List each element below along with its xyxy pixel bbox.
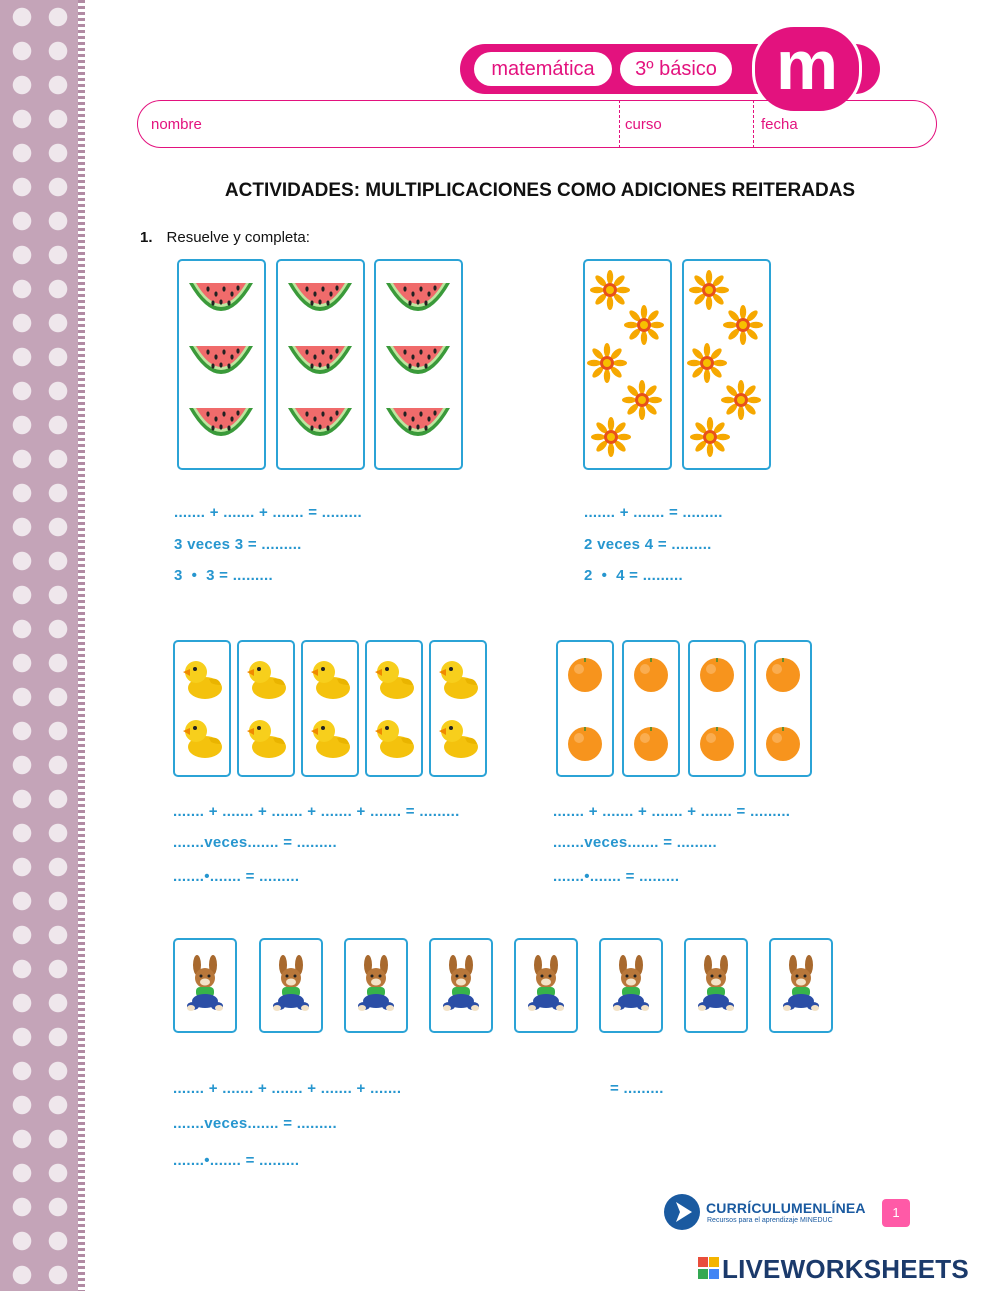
separator bbox=[619, 100, 620, 148]
curriculum-logo-icon bbox=[664, 1194, 700, 1230]
orange-icon bbox=[565, 654, 605, 694]
rabbit-icon bbox=[268, 955, 314, 1015]
flower-icon bbox=[690, 417, 730, 457]
duck-icon bbox=[179, 655, 225, 701]
watermelon-icon bbox=[285, 402, 355, 450]
duck-icon bbox=[243, 714, 289, 760]
question-text: Resuelve y completa: bbox=[166, 229, 310, 246]
flower-icon bbox=[622, 380, 662, 420]
watermelon-icon bbox=[186, 277, 256, 325]
subject-logo: m bbox=[752, 24, 862, 114]
watermelon-icon bbox=[186, 402, 256, 450]
flower-sum[interactable]: ....... + ....... = ......... bbox=[584, 504, 723, 521]
rabbit-icon bbox=[523, 955, 569, 1015]
duck-icon bbox=[179, 714, 225, 760]
orange-icon bbox=[565, 723, 605, 763]
duck-icon bbox=[243, 655, 289, 701]
watermelon-icon bbox=[285, 340, 355, 388]
duck-icon bbox=[371, 714, 417, 760]
rabbit-result[interactable]: = ......... bbox=[610, 1080, 664, 1097]
duck-icon bbox=[371, 655, 417, 701]
notebook-edge bbox=[78, 0, 85, 1291]
question-number: 1. bbox=[140, 229, 153, 246]
duck-sum[interactable]: ....... + ....... + ....... + ....... + ....... = ......... bbox=[173, 803, 460, 820]
flower-icon bbox=[689, 270, 729, 310]
flower-icon bbox=[687, 343, 727, 383]
orange-times[interactable]: .......veces....... = ......... bbox=[553, 834, 717, 851]
liveworksheets-icon bbox=[698, 1257, 720, 1281]
rabbit-icon bbox=[693, 955, 739, 1015]
rabbit-icon bbox=[778, 955, 824, 1015]
flower-icon bbox=[590, 270, 630, 310]
duck-icon bbox=[307, 714, 353, 760]
page-number: 1 bbox=[882, 1199, 910, 1227]
grade-pill: 3º básico bbox=[620, 52, 732, 86]
student-info-bar bbox=[137, 100, 937, 148]
watermelon-icon bbox=[285, 277, 355, 325]
orange-icon bbox=[631, 654, 671, 694]
watermelon-sum[interactable]: ....... + ....... + ....... = ......... bbox=[174, 504, 363, 521]
orange-icon bbox=[631, 723, 671, 763]
page-title: ACTIVIDADES: MULTIPLICACIONES COMO ADICIONES REITERADAS bbox=[224, 180, 856, 201]
rabbit-sum[interactable]: ....... + ....... + ....... + ....... + ....... bbox=[173, 1080, 402, 1097]
date-field[interactable]: fecha bbox=[761, 116, 798, 133]
flower-icon bbox=[591, 417, 631, 457]
flower-times[interactable]: 2 veces 4 = ......... bbox=[584, 536, 712, 553]
flower-icon bbox=[721, 380, 761, 420]
rabbit-times[interactable]: .......veces....... = ......... bbox=[173, 1115, 337, 1132]
watermelon-times[interactable]: 3 veces 3 = ......... bbox=[174, 536, 302, 553]
flower-product[interactable]: 2 • 4 = ......... bbox=[584, 567, 683, 584]
orange-sum[interactable]: ....... + ....... + ....... + ....... = ......... bbox=[553, 803, 791, 820]
rabbit-icon bbox=[353, 955, 399, 1015]
flower-icon bbox=[723, 305, 763, 345]
rabbit-icon bbox=[438, 955, 484, 1015]
flower-icon bbox=[587, 343, 627, 383]
course-field[interactable]: curso bbox=[625, 116, 662, 133]
flower-icon bbox=[624, 305, 664, 345]
footer-subtitle: Recursos para el aprendizaje MINEDUC bbox=[707, 1217, 833, 1224]
liveworksheets-watermark: LIVEWORKSHEETS bbox=[722, 1254, 969, 1284]
separator bbox=[753, 100, 754, 148]
orange-icon bbox=[763, 654, 803, 694]
orange-product[interactable]: .......•....... = ......... bbox=[553, 868, 680, 885]
rabbit-icon bbox=[182, 955, 228, 1015]
watermelon-product[interactable]: 3 • 3 = ......... bbox=[174, 567, 273, 584]
footer-brand: CURRÍCULUMENLÍNEA bbox=[706, 1200, 866, 1216]
orange-icon bbox=[697, 654, 737, 694]
duck-icon bbox=[435, 655, 481, 701]
watermelon-icon bbox=[383, 277, 453, 325]
watermelon-icon bbox=[383, 340, 453, 388]
duck-product[interactable]: .......•....... = ......... bbox=[173, 868, 300, 885]
watermelon-icon bbox=[383, 402, 453, 450]
subject-pill: matemática bbox=[474, 52, 612, 86]
duck-times[interactable]: .......veces....... = ......... bbox=[173, 834, 337, 851]
watermelon-icon bbox=[186, 340, 256, 388]
question-1 bbox=[140, 229, 310, 246]
orange-icon bbox=[697, 723, 737, 763]
duck-icon bbox=[435, 714, 481, 760]
orange-icon bbox=[763, 723, 803, 763]
notebook-perforation bbox=[0, 0, 85, 1291]
rabbit-product[interactable]: .......•....... = ......... bbox=[173, 1152, 300, 1169]
name-field[interactable]: nombre bbox=[151, 116, 202, 133]
rabbit-icon bbox=[608, 955, 654, 1015]
duck-icon bbox=[307, 655, 353, 701]
